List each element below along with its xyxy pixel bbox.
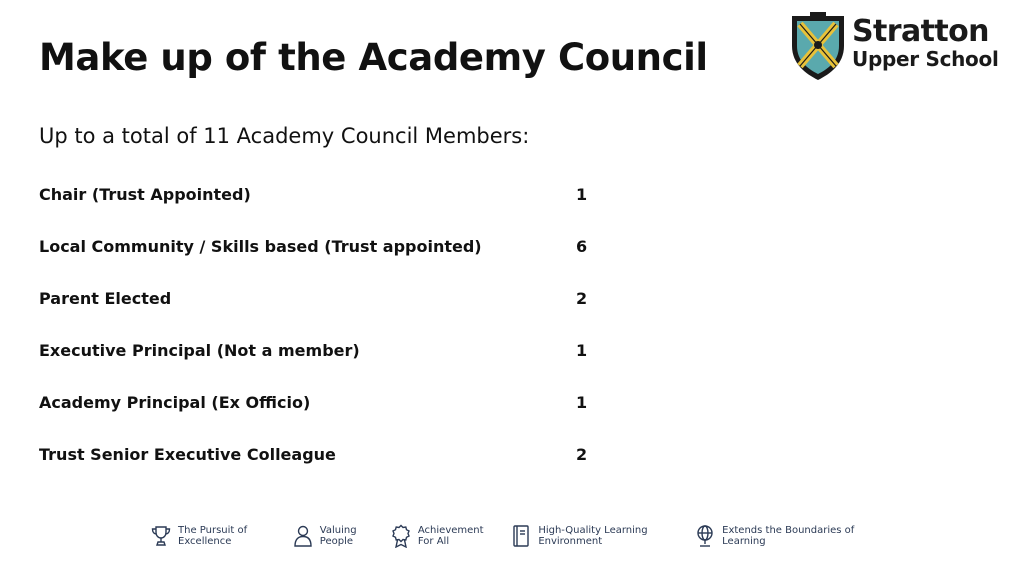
member-row — [39, 185, 599, 237]
member-row — [39, 289, 599, 341]
value-item — [292, 524, 376, 548]
logo-line-1: Stratton — [852, 14, 989, 49]
school-crest-icon — [788, 10, 848, 82]
member-role: Local Community / Skills based (Trust appointed) — [39, 237, 482, 256]
value-label: High-Quality Learning Environment — [538, 525, 648, 547]
member-role: Executive Principal (Not a member) — [39, 341, 360, 360]
logo-line-2: Upper School — [852, 47, 999, 71]
value-label: The Pursuit of Excellence — [178, 525, 248, 547]
subtitle: Up to a total of 11 Academy Council Members: — [39, 124, 530, 148]
school-logo — [788, 10, 1000, 82]
value-item — [694, 524, 866, 548]
value-label: Extends the Boundaries of Learning — [722, 525, 855, 547]
page-title: Make up of the Academy Council — [39, 36, 708, 79]
member-row — [39, 237, 599, 289]
value-label: Achievement For All — [417, 525, 484, 547]
member-count: 2 — [576, 445, 588, 464]
member-count: 1 — [576, 393, 588, 412]
value-item — [510, 524, 680, 548]
value-label: Valuing People — [319, 525, 357, 547]
award-badge-icon — [390, 524, 412, 548]
member-count: 2 — [576, 289, 588, 308]
member-role: Chair (Trust Appointed) — [39, 185, 251, 204]
member-count: 1 — [576, 185, 588, 204]
globe-icon — [694, 524, 716, 548]
member-row — [39, 393, 599, 445]
member-row — [39, 341, 599, 393]
member-role: Academy Principal (Ex Officio) — [39, 393, 311, 412]
value-item — [150, 524, 278, 548]
school-values-footer — [150, 522, 880, 550]
member-role: Trust Senior Executive Colleague — [39, 445, 336, 464]
value-item — [390, 524, 496, 548]
members-list — [39, 185, 599, 497]
book-icon — [510, 524, 532, 548]
trophy-icon — [150, 524, 172, 548]
member-role: Parent Elected — [39, 289, 172, 308]
member-count: 1 — [576, 341, 588, 360]
member-count: 6 — [576, 237, 588, 256]
member-row — [39, 445, 599, 497]
person-icon — [292, 524, 314, 548]
